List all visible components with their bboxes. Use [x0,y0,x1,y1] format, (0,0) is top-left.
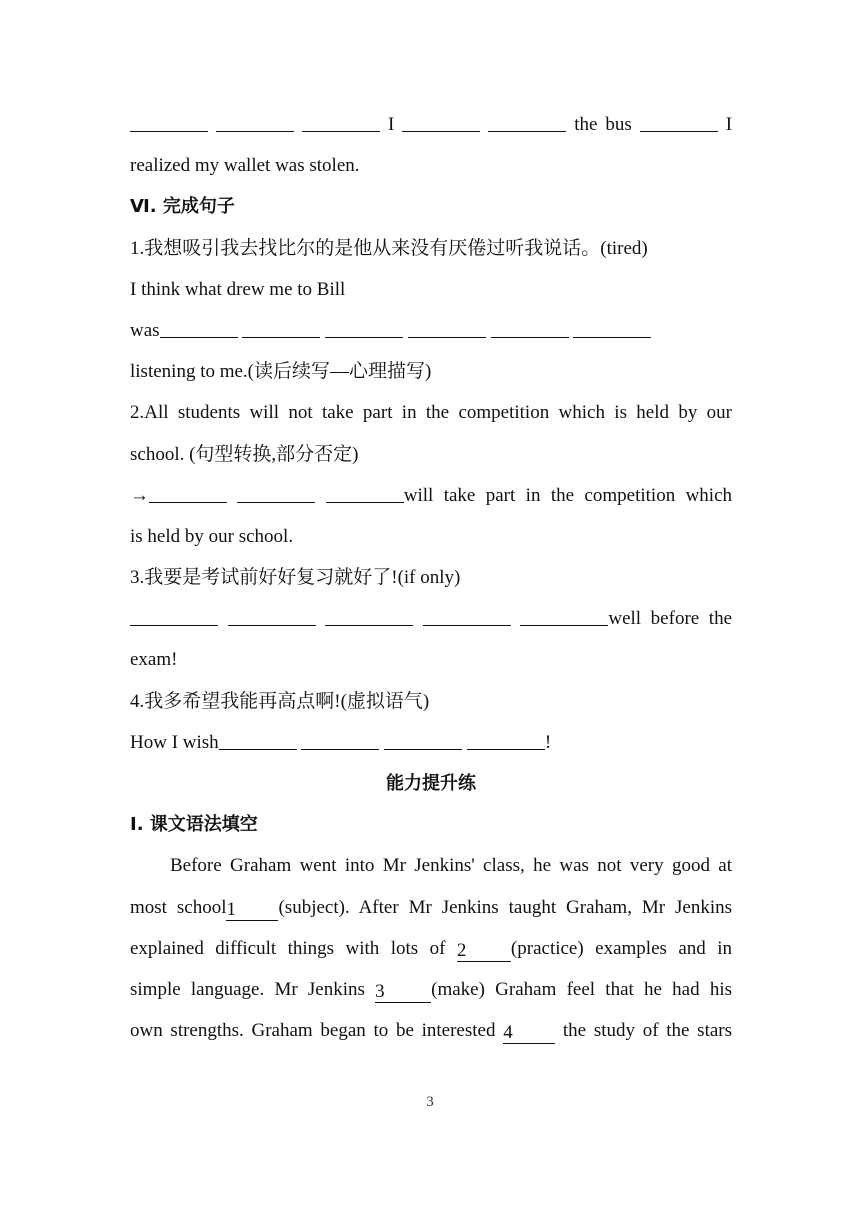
blank[interactable] [640,113,718,132]
blank[interactable] [573,319,651,338]
question-3-blanks [130,598,732,639]
passage-line-2 [130,887,732,928]
question-1-english: I think what drew me to Bill [130,278,346,300]
blank[interactable] [160,319,238,338]
text: own strengths. Graham began to be interested [130,1020,496,1042]
blank[interactable] [149,484,227,503]
text: the bus [574,114,632,135]
blank[interactable] [467,731,545,750]
blank[interactable] [301,731,379,750]
blank[interactable] [384,731,462,750]
arrow-icon: → [130,484,149,506]
text: the study of the stars [562,1020,732,1042]
passage-line-4 [130,969,732,1010]
question-3-prompt: 3.我要是考试前好好复习就好了!(if only) [130,567,461,589]
blank-1[interactable]: 1 [226,900,278,921]
blank[interactable] [520,607,608,626]
blank-3[interactable]: 3 [375,982,431,1003]
blank[interactable] [488,113,566,132]
text: How I wish [130,731,219,753]
blank[interactable] [242,319,320,338]
text: will take part in the competition which [403,484,732,506]
text: (make) Graham feel that he had his [431,978,732,1000]
passage-line-5 [130,1010,732,1051]
question-1-blanks [130,310,732,351]
blank-4[interactable]: 4 [503,1023,555,1044]
blank[interactable] [325,607,413,626]
passage-line-1: Before Graham went into Mr Jenkins' class, he was not very good at [170,855,732,877]
text: most school [130,896,227,918]
question-1-prompt: 1.我想吸引我去找比尔的是他从来没有厌倦过听我说话。(tired) [130,237,648,259]
question-2-end: is held by our school. [130,525,294,547]
text: simple language. Mr Jenkins [130,978,365,1000]
blank[interactable] [219,731,297,750]
blank[interactable] [302,113,380,132]
section-heading-1: Ⅰ. 课文语法填空 [130,814,258,836]
line-wallet: realized my wallet was stolen. [130,155,360,177]
text: (subject). After Mr Jenkins taught Graham, Mr Jenkins [278,896,732,918]
document-page [130,104,732,1051]
section-heading-6: Ⅵ. 完成句子 [130,196,235,218]
page-number: 3 [426,1094,434,1110]
question-3-end: exam! [130,649,178,671]
text: (practice) examples and in [510,937,732,959]
question-4-prompt: 4.我多希望我能再高点啊!(虚拟语气) [130,690,430,712]
question-4-blanks [130,722,732,763]
question-2-prompt-cont: school. (句型转换,部分否定) [130,443,359,465]
part-heading: 能力提升练 [386,773,476,794]
blank[interactable] [423,607,511,626]
blank[interactable] [216,113,294,132]
blank-2[interactable]: 2 [457,941,511,962]
blank[interactable] [402,113,480,132]
line-blanks-bus [130,104,732,145]
question-1-end: listening to me.(读后续写—心理描写) [130,361,432,383]
text: I [725,114,732,135]
blank[interactable] [130,113,208,132]
text: I [387,114,395,135]
text: explained difficult things with lots of [130,937,446,959]
question-2-prompt: 2.All students will not take part in the competition which is held by our [130,402,732,424]
passage-line-3 [130,928,732,969]
question-2-blanks [130,475,732,516]
blank[interactable] [491,319,569,338]
text: well before the [608,608,732,630]
blank[interactable] [325,319,403,338]
text: was [130,319,160,341]
blank[interactable] [237,484,315,503]
blank[interactable] [130,607,218,626]
text: ! [544,731,552,753]
blank[interactable] [326,484,404,503]
blank[interactable] [408,319,486,338]
blank[interactable] [228,607,316,626]
